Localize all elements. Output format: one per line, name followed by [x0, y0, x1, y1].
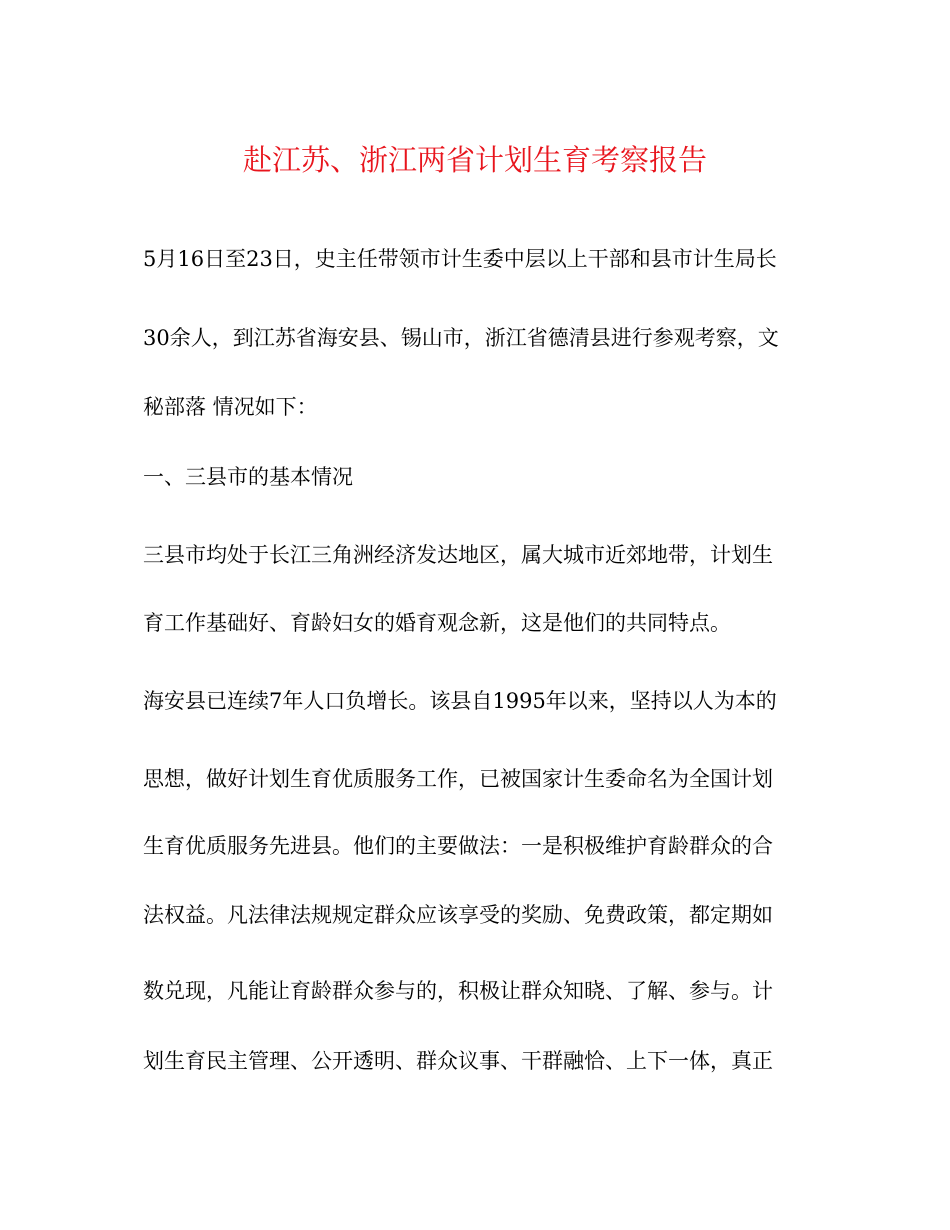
- body-line-9: 生育优质服务先进县。他们的主要做法：一是积极维护育龄群众的合: [143, 834, 773, 858]
- body-line-5: 三县市均处于长江三角洲经济发达地区，属大城市近郊地带，计划生: [143, 543, 773, 567]
- body-line-2: 30余人，到江苏省海安县、锡山市，浙江省德清县进行参观考察，文: [143, 326, 779, 350]
- section-heading: 一、三县市的基本情况: [143, 465, 353, 489]
- body-line-3: 秘部落 情况如下：: [143, 395, 318, 419]
- body-line-7: 海安县已连续7年人口负增长。该县自1995年以来，坚持以人为本的: [143, 689, 777, 713]
- body-line-8: 思想，做好计划生育优质服务工作，已被国家计生委命名为全国计划: [143, 767, 773, 791]
- body-line-12: 划生育民主管理、公开透明、群众议事、干群融恰、上下一体，真正: [143, 1049, 773, 1073]
- document-title: 赴江苏、浙江两省计划生育考察报告: [242, 143, 707, 177]
- body-line-1: 5月16日至23日，史主任带领市计生委中层以上干部和县市计生局长: [143, 247, 777, 271]
- body-line-6: 育工作基础好、育龄妇女的婚育观念新，这是他们的共同特点。: [143, 611, 731, 635]
- body-line-11: 数兑现，凡能让育龄群众参与的，积极让群众知晓、了解、参与。计: [143, 979, 773, 1003]
- body-line-10: 法权益。凡法律法规规定群众应该享受的奖励、免费政策，都定期如: [143, 903, 773, 927]
